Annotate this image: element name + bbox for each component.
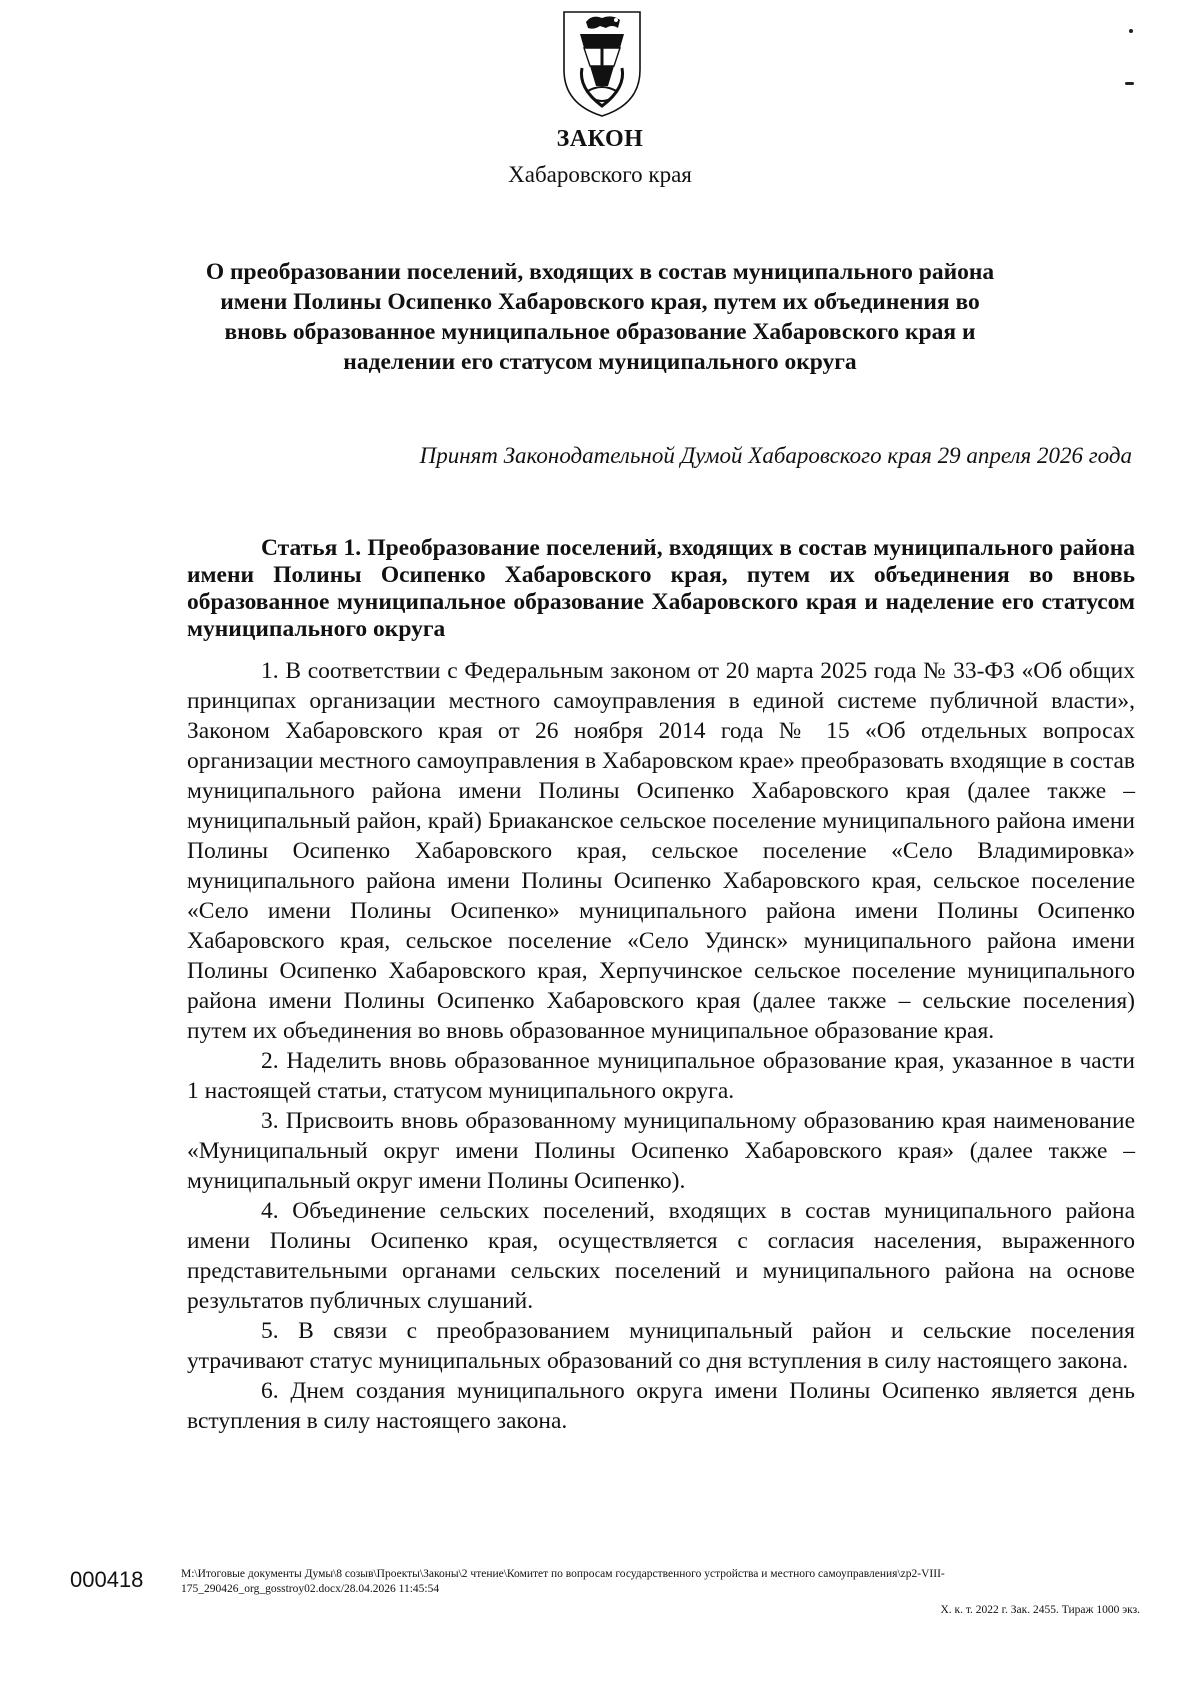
file-path: M:\Итоговые документы Думы\8 созыв\Проекты\Законы\2 чтение\Комитет по вопросам государственного устройства и местного самоуправления\zp2-VIII-175_290426_org_gosstroy02.docx/28.04.2026 11:45:54 <box>181 1568 945 1595</box>
coat-of-arms-icon <box>556 8 648 120</box>
law-heading: ЗАКОН <box>556 126 644 152</box>
article-paragraph: 1. В соответствии с Федеральным законом от 20 марта 2025 года № 33-ФЗ «Об общих принципах организации местного самоуправления в единой системе публичной власти», Законом Хабаровского края от 26 ноября 2014 года № 15 «Об отдельных вопросах организации местного самоуправления в Хабаровском крае» преобразовать входящие в состав муниципального района имени Полины Осипенко Хабаровского края (далее также – муниципальный район, край) Бриаканское сельское поселение муниципального района имени Полины Осипенко Хабаровского края, сельское поселение «Село Владимировка» муниципального района имени Полины Осипенко Хабаровского края, сельское поселение «Село имени Полины Осипенко» муниципального района имени Полины Осипенко Хабаровского края, сельское поселение «Село Удинск» муниципального района имени Полины Осипенко Хабаровского края, Херпучинское сельское поселение муниципального района имени Полины Осипенко Хабаровского края (далее также – сельские поселения) путем их объединения во вновь образованное муниципальное образование края. <box>187 658 1135 1044</box>
adoption-note: Принят Законодательной Думой Хабаровского края 29 апреля 2026 года <box>419 443 1132 468</box>
registration-number: 000418 <box>70 1567 144 1592</box>
article-paragraph: 6. Днем создания муниципального округа имени Полины Осипенко является день вступления в силу настоящего закона. <box>187 1378 1135 1434</box>
print-info: Х. к. т. 2022 г. Зак. 2455. Тираж 1000 экз. <box>940 1604 1140 1616</box>
article-paragraph: 5. В связи с преобразованием муниципальный район и сельские поселения утрачивают статус муниципальных образований со дня вступления в силу настоящего закона. <box>187 1318 1135 1374</box>
document-title: О преобразовании поселений, входящих в состав муниципального района имени Полины Осипенко Хабаровского края, путем их объединения во вновь образованное муниципальное образование Хабаровского края и наделении его статусом муниципального округа <box>205 259 995 375</box>
law-region: Хабаровского края <box>508 162 692 187</box>
article-1-heading: Статья 1. Преобразование поселений, входящих в состав муниципального района имени Полины Осипенко Хабаровского края, путем их объединения во вновь образованное муниципальное образование Хабаровского края и наделение его статусом муниципального округа <box>187 535 1135 642</box>
article-paragraph: 3. Присвоить вновь образованному муниципальному образованию края наименование «Муниципальный округ имени Полины Осипенко Хабаровского края» (далее также – муниципальный округ имени Полины Осипенко). <box>187 1108 1135 1194</box>
scan-speck <box>1129 29 1133 33</box>
article-1-body <box>187 656 1135 1436</box>
article-paragraph: 4. Объединение сельских поселений, входящих в состав муниципального района имени Полины Осипенко края, осуществляется с согласия населения, выраженного представительными органами сельских поселений и муниципального района на основе результатов публичных слушаний. <box>187 1198 1135 1314</box>
article-paragraph: 2. Наделить вновь образованное муниципальное образование края, указанное в части 1 настоящей статьи, статусом муниципального округа. <box>187 1048 1135 1104</box>
scan-speck <box>1125 82 1134 85</box>
